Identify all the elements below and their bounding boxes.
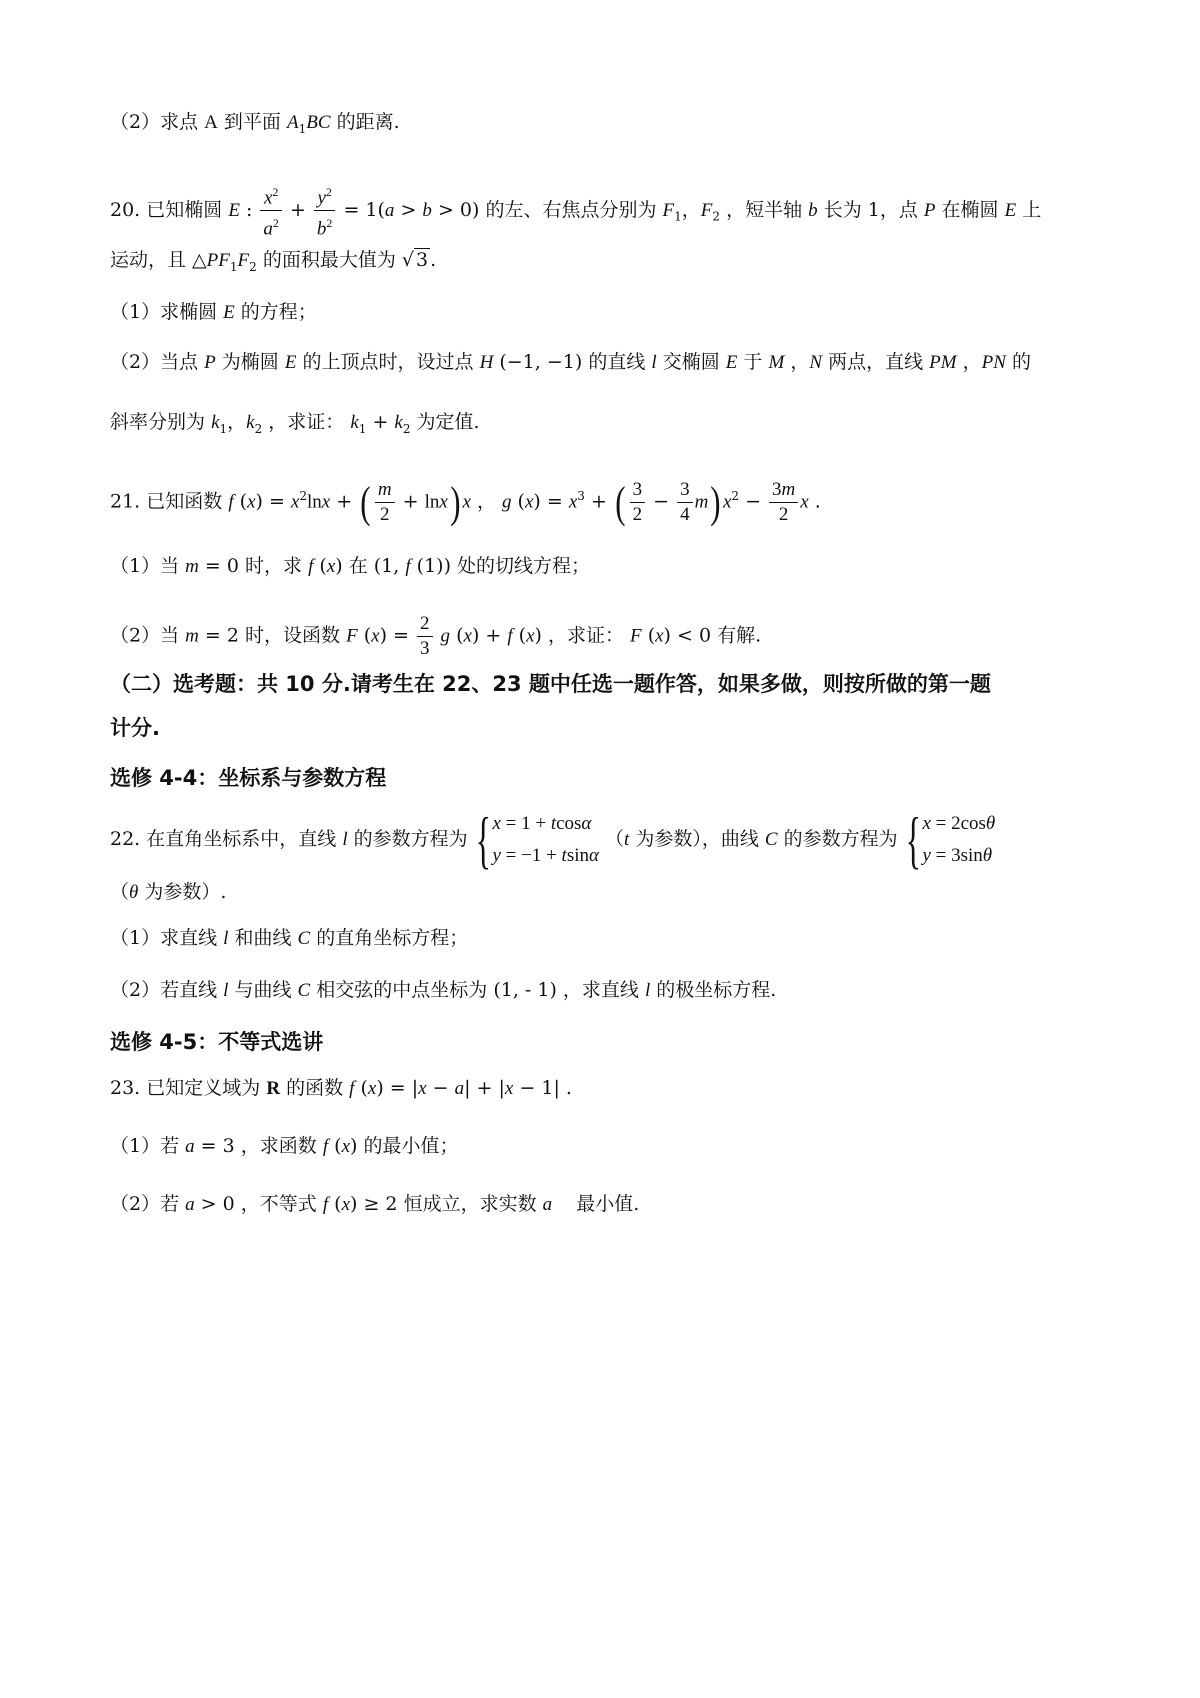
fraction: $\frac{m}{2}$ — [375, 478, 395, 527]
q23-part1: （1）若 a = 3 ，求函数 f (x) 的最小值； — [110, 1135, 459, 1157]
elective-4-4-title: 选修 4-4：坐标系与参数方程 — [110, 766, 387, 790]
section-heading: （二）选考题：共 10 分.请考生在 22、23 题中任选一题作答，如果多做，则按所做的第一题 — [110, 672, 991, 696]
q21-stem: 21. 已知函数 f $(x) = x^2\ln x$ + ( $\frac{m}{2}$ + lnx) x ， g $(x) = x^3$ + ( $\frac{3}{2}$ − $\frac{3}{4}$ m) $x^2$ − $\frac{3m}{2}$ x . — [110, 477, 821, 527]
fraction: $\frac{y^2}{b^2}$ — [314, 180, 336, 242]
fraction: $\frac{2}{3}$ — [417, 612, 433, 661]
q23-stem: 23. 已知定义域为 R 的函数 f (x) = |x − a| + |x − 1| . — [110, 1077, 572, 1099]
fraction: $\frac{3}{4}$ — [677, 478, 693, 527]
q20-part1: （1）求椭圆 E 的方程； — [110, 301, 317, 323]
fraction: $\frac{x^2}{a^2}$ — [260, 180, 282, 242]
q19-part2: （2）求点 A 到平面 $A_1BC$ 的距离. — [110, 111, 400, 136]
fraction: $\frac{3m}{2}$ — [769, 478, 798, 527]
q22-stem-line2: （θ 为参数）. — [110, 881, 227, 903]
q20-part2-line2: 斜率分别为 $k_1$，$k_2$ ，求证： $k_1 + k_2$ 为定值. — [110, 411, 480, 436]
elective-4-5-title: 选修 4-5：不等式选讲 — [110, 1030, 324, 1054]
q20-part2: （2）当点 P 为椭圆 E 的上顶点时，设过点 H (−1, −1) 的直线 l 交椭圆 E 于 M ，N 两点，直线 PM ，PN 的 — [110, 351, 1031, 373]
param-equations-curve: x = 2cosθ y = 3sinθ — [922, 813, 996, 866]
q23-part2: （2）若 a > 0 ，不等式 f (x) ≥ 2 恒成立，求实数 a 最小值. — [110, 1193, 640, 1215]
q22-stem: 22. 在直角坐标系中，直线 l 的参数方程为 { x = 1 + tcosα y = −1 + tsinα （t 为参数），曲线 C 的参数方程为 { x = 2cosθ y = 3sinθ — [110, 804, 996, 875]
q21-part1: （1）当 m = 0 时，求 f (x) 在 (1, f (1)) 处的切线方程； — [110, 555, 591, 577]
param-equations-line: x = 1 + tcosα y = −1 + tsinα — [492, 813, 599, 866]
q22-part1: （1）求直线 l 和曲线 C 的直角坐标方程； — [110, 927, 469, 949]
fraction: $\frac{3}{2}$ — [630, 478, 646, 527]
q21-part2: （2）当 m = 2 时，设函数 F (x) = $\frac{2}{3}$ g (x) + f (x) ，求证： F (x) < 0 有解. — [110, 613, 762, 659]
q20-stem: 20. 已知椭圆 E : $\frac{x^2}{a^2}$ + $\frac{y^2}{b^2}$ = 1(a > b > 0) 的左、右焦点分别为 $F_1$，$F_2$ ，短半轴 b 长为 1，点 P 在椭圆 E 上 — [110, 180, 1090, 242]
q20-stem-line2: 运动，且 $\triangle PF_1F_2$ 的面积最大值为 √ 3 . — [110, 249, 437, 274]
section-heading-cont: 计分. — [110, 716, 160, 740]
q22-part2: （2）若直线 l 与曲线 C 相交弦的中点坐标为 (1, - 1) ，求直线 l 的极坐标方程. — [110, 979, 777, 1001]
